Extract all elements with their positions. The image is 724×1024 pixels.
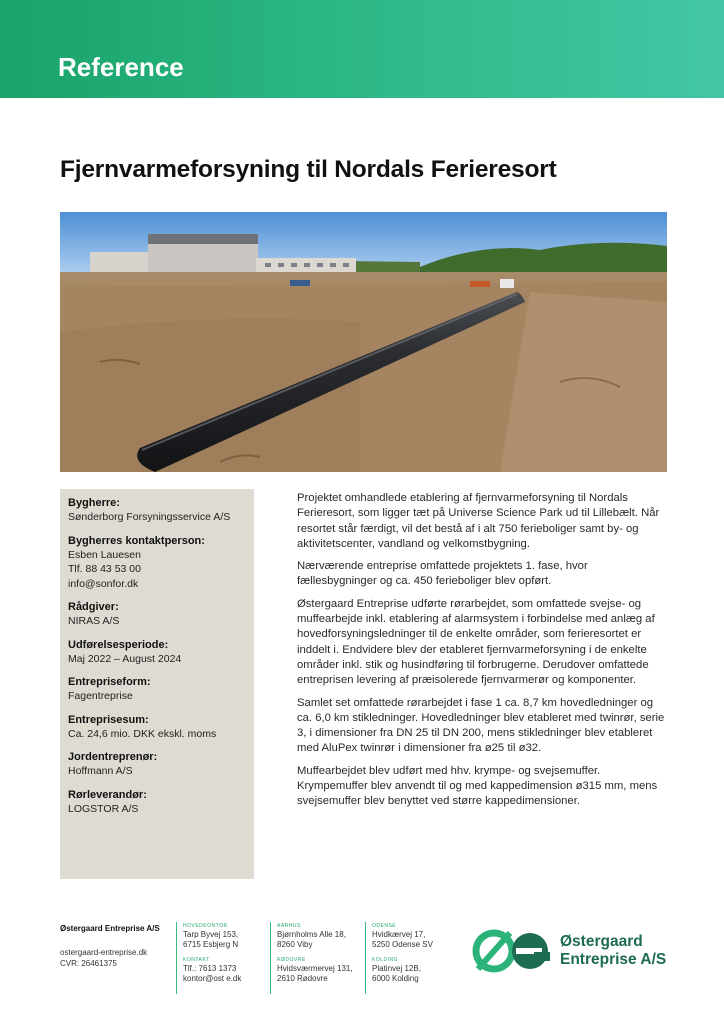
fact-contract-form — [68, 675, 254, 704]
footer-website[interactable]: ostergaard-entreprise.dk — [60, 948, 148, 957]
footer-address: Tarp Byvej 153, — [183, 930, 239, 939]
footer-company-info — [60, 947, 147, 969]
banner-label: Reference — [58, 52, 184, 82]
footer-address: 2610 Rødovre — [277, 974, 328, 983]
fact-value: Ca. 24,6 mio. DKK ekskl. moms — [68, 727, 217, 740]
company-logo — [472, 925, 687, 977]
footer-address: 6000 Kolding — [372, 974, 419, 983]
fact-value: LOGSTOR A/S — [68, 802, 139, 815]
fact-label: Entreprisesum: — [68, 713, 149, 726]
fact-label: Jordentreprenør: — [68, 751, 158, 763]
footer-company: Østergaard Entreprise A/S — [60, 924, 160, 933]
footer-phone: Tlf.: 7613 1373 — [183, 964, 237, 973]
paragraph: Projektet omhandlede etablering af fjernvarmeforsyning til Nordals Ferieresort, som ligger tæt på Universe Science Park ud til Lillebælt. Når resortet står færdigt, vil det bestå af i alt 750 ferieboliger samt by- og aktivitetscenter, vandland og velkomstbygning. — [297, 492, 660, 550]
fact-value: NIRAS A/S — [68, 615, 120, 627]
project-description — [297, 491, 669, 817]
page-title: Fjernvarmeforsyning til Nordals Ferieresort — [60, 156, 557, 183]
footer-email[interactable]: kontor@ost e.dk — [183, 974, 242, 983]
footer-address: 8260 Viby — [277, 940, 313, 949]
fact-consultant — [68, 600, 254, 629]
paragraph: Samlet set omfattede rørarbejdet i fase 1 ca. 8,7 km hovedledninger og ca. 6,0 km stikledninger. Hovedledninger blev etableret med twinrør, serie 3, i dimensioner fra DN 25 til DN 200, mens stikledninger blev etableret med AluPex twinrør i dimensioner fra ø25 til ø32. — [297, 696, 665, 755]
footer-address: Hvidkærvej 17, — [372, 930, 426, 939]
fact-value: Maj 2022 – August 2024 — [68, 652, 182, 665]
footer-address: Platinvej 12B, — [372, 964, 421, 973]
fact-label: Rådgiver: — [68, 601, 119, 613]
logo-line-1: Østergaard — [560, 933, 643, 950]
footer-address: 6715 Esbjerg N — [183, 940, 239, 949]
fact-contact-person — [68, 534, 254, 592]
paragraph: Muffearbejdet blev udført med hhv. krympe- og svejsemuffer. Krympemuffer blev anvendt til og med kappedimension ø315 mm, mens svejsemuffer blev benyttet ved større kappedimensioner. — [297, 764, 658, 808]
footer-col-heading: KOLDING — [372, 957, 399, 963]
fact-earthworks — [68, 750, 254, 779]
fact-value: Fagentreprise — [68, 690, 133, 702]
fact-phone: Tlf. 88 43 53 00 — [68, 563, 141, 575]
fact-client — [68, 496, 254, 525]
fact-value: Esben Lauesen — [68, 548, 141, 561]
footer-col-heading: KONTAKT — [183, 957, 210, 963]
fact-value: Hoffmann A/S — [68, 765, 133, 777]
fact-label: Bygherres kontaktperson: — [68, 534, 205, 547]
footer-col-heading: ODENSE — [372, 923, 397, 929]
fact-contract-sum — [68, 713, 254, 742]
project-photo — [60, 212, 667, 472]
footer-address: Hvidsværmervej 131, — [277, 964, 353, 973]
footer-col-heading: RØDOVRE — [277, 957, 306, 963]
fact-period — [68, 638, 254, 667]
footer-address: 5250 Odense SV — [372, 940, 433, 949]
fact-label: Udførelsesperiode: — [68, 638, 169, 651]
fact-email: info@sonfor.dk — [68, 577, 139, 590]
fact-value: Sønderborg Forsyningsservice A/S — [68, 511, 231, 523]
paragraph: Østergaard Entreprise udførte rørarbejdet, som omfattede svejse- og muffearbejde inkl. etablering af alarmsystem i forbindelse med anlæg af hovedforsyningsledninger til de enkelte områder, som ferieresortet er inddelt i. Endvidere blev der etableret fjernvarmeforsyning i de enkelte områder inkl. stik og husindføring til forbrugerne. Derudover omfattede entreprisen levering af præisolerede fjernvarmerør og komponenter. — [297, 597, 655, 687]
paragraph: Nærværende entreprise omfattede projektets 1. fase, hvor fællesbygninger og ca. 450 ferieboliger blev opført. — [297, 560, 588, 588]
fact-label: Bygherre: — [68, 497, 120, 509]
footer-cvr: CVR: 26461375 — [60, 959, 117, 968]
footer-col-aarhus-rodovre — [270, 922, 353, 994]
project-facts-sidebar — [60, 489, 254, 879]
logo-line-2: Entreprise A/S — [560, 951, 667, 968]
footer-col-heading: HOVEDKONTOR — [183, 923, 228, 929]
footer-address: Bjørnholms Alle 18, — [277, 930, 346, 939]
fact-label: Entrepriseform: — [68, 676, 151, 688]
footer-col-headoffice — [176, 922, 241, 994]
footer-col-odense-kolding — [365, 922, 433, 994]
fact-pipe-supplier — [68, 788, 254, 817]
oe-logo-icon — [472, 925, 554, 977]
header-banner — [0, 0, 724, 98]
footer-col-heading: AARHUS — [277, 923, 301, 929]
fact-label: Rørleverandør: — [68, 788, 147, 801]
logo-wordmark — [560, 933, 666, 969]
